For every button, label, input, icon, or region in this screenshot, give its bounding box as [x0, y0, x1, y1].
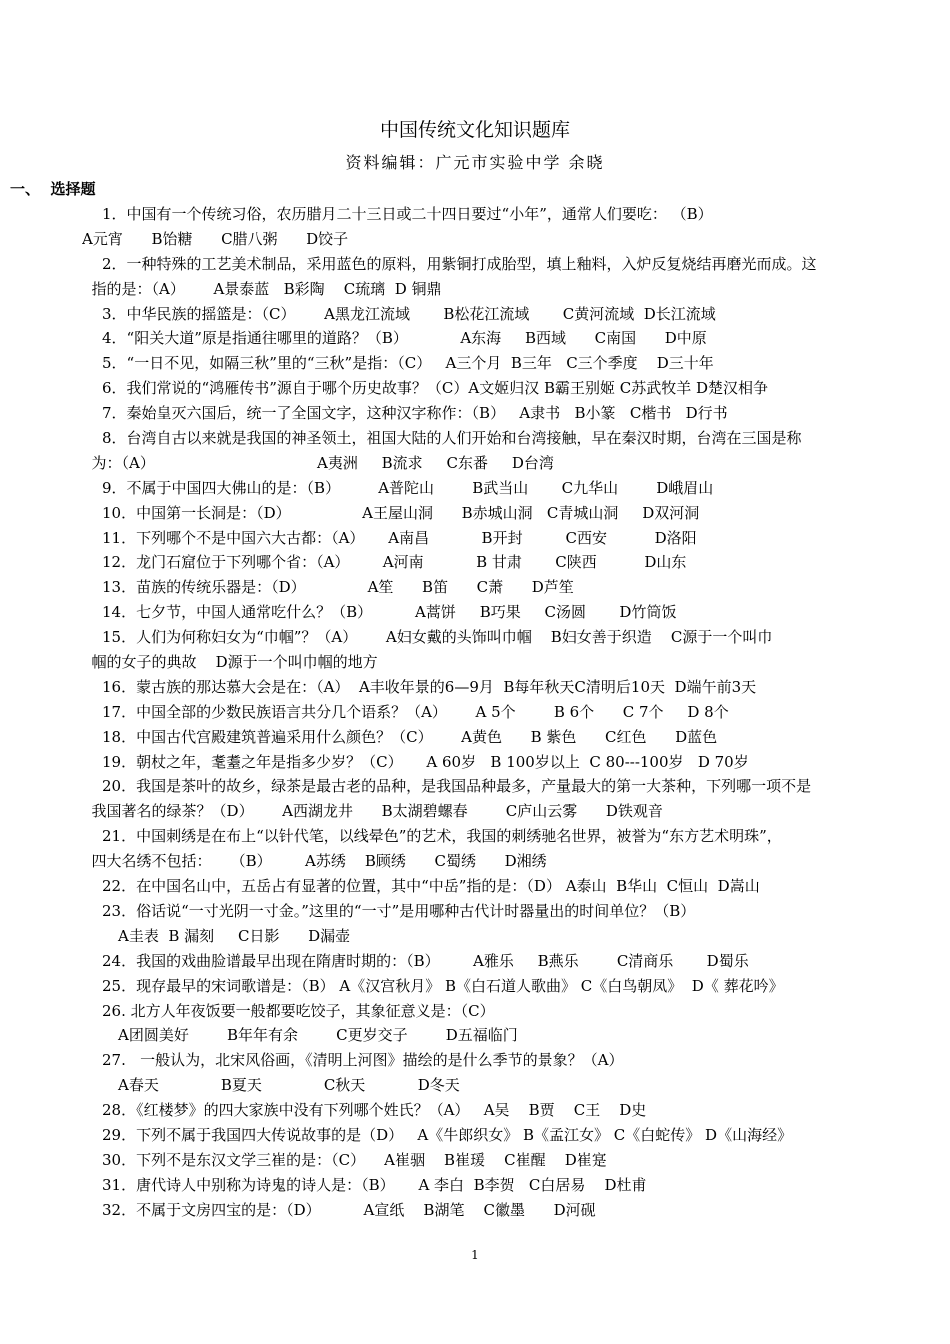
question-line: 为：（A） A夷洲 B流求 C东番 D台湾	[82, 453, 554, 472]
question-line: 32．不属于文房四宝的是：（D） A宣纸 B湖笔 C徽墨 D河砚	[102, 1200, 596, 1219]
question-line: 5．“一日不见，如隔三秋”里的“三秋”是指：（C） A三个月 B三年 C三个季度 D三十年	[102, 354, 714, 373]
question-line: 2．一种特殊的工艺美术制品，采用蓝色的原料，用紫铜打成胎型，填上釉料，入炉反复烧结再磨光而成。这	[102, 254, 817, 273]
question-line: 我国著名的绿茶？（D） A西湖龙井 B太湖碧螺春 C庐山云雾 D铁观音	[82, 802, 663, 821]
question-line: 9．不属于中国四大佛山的是：（B） A普陀山 B武当山 C九华山 D峨眉山	[102, 478, 714, 497]
question-line: 帼的女子的典故 D源于一个叫巾帼的地方	[82, 653, 378, 672]
question-line: 17．中国全部的少数民族语言共分几个语系？（A） A 5个 B 6个 C 7个 D 8个	[102, 702, 729, 721]
question-line: 26. 北方人年夜饭要一般都要吃饺子，其象征意义是：（C）	[102, 1001, 495, 1020]
question-line: 27. 一般认为，北宋风俗画，《清明上河图》描绘的是什么季节的景象？（A）	[102, 1051, 624, 1070]
question-line: 6．我们常说的“鸿雁传书”源自于哪个历史故事？（C）A文姬归汉 B霸王别姬 C苏武牧羊 D楚汉相争	[102, 379, 769, 398]
question-list	[82, 202, 872, 1223]
question-line: 25．现存最早的宋词歌谱是：（B） A《汉宫秋月》 B《白石道人歌曲》 C《白鸟朝凤》 D《 葬花吟》	[102, 976, 784, 995]
question-line: 7．秦始皇灭六国后，统一了全国文字，这种汉字称作：（B） A隶书 B小篆 C楷书 D行书	[102, 404, 728, 423]
question-line: 18．中国古代宫殿建筑普遍采用什么颜色？（C） A黄色 B 紫色 C红色 D蓝色	[102, 727, 718, 746]
question-line: 10．中国第一长洞是：（D） A王屋山洞 B赤城山洞 C青城山洞 D双河洞	[102, 503, 700, 522]
question-line: 4．“阳关大道”原是指通往哪里的道路？（B） A东海 B西域 C南国 D中原	[102, 329, 707, 348]
question-line: 3．中华民族的摇篮是：（C） A黑龙江流域 B松花江流域 C黄河流域 D长江流域	[102, 304, 716, 323]
question-line: A元宵 B饴糖 C腊八粥 D饺子	[82, 229, 349, 248]
page-number: 1	[471, 1248, 479, 1262]
question-line: A团圆美好 B年年有余 C更岁交子 D五福临门	[118, 1026, 518, 1045]
question-line: A圭表 B 漏刻 C日影 D漏壶	[118, 926, 351, 945]
question-line: 21．中国刺绣是在布上“以针代笔，以线晕色”的艺术，我国的刺绣驰名世界，被誉为“东方艺术明珠”，	[102, 827, 782, 846]
question-line: 11．下列哪个不是中国六大古都：（A） A南昌 B开封 C西安 D洛阳	[102, 528, 697, 547]
question-line: 31．唐代诗人中别称为诗鬼的诗人是：（B） A 李白 B李贺 C白居易 D杜甫	[102, 1175, 647, 1194]
question-line: 13．苗族的传统乐器是：（D） A笙 B笛 C萧 D芦笙	[102, 578, 574, 597]
question-line: 19．朝杖之年，耄耋之年是指多少岁？（C） A 60岁 B 100岁以上 C 80---100岁 D 70岁	[102, 752, 749, 771]
question-line: 29．下列不属于我国四大传说故事的是（D） A《牛郎织女》 B《孟江女》 C《白蛇传》 D《山海经》	[102, 1125, 793, 1144]
question-line: 14．七夕节，中国人通常吃什么？（B） A蒿饼 B巧果 C汤圆 D竹筒饭	[102, 603, 677, 622]
page-subtitle: 资料编辑：广元市实验中学 余晓	[345, 153, 605, 172]
question-line: 四大名绣不包括： （B） A苏绣 B顾绣 C蜀绣 D湘绣	[82, 852, 547, 871]
question-line: 20．我国是茶叶的故乡，绿茶是最古老的品种，是我国品种最多，产量最大的第一大茶种，下列哪一项不是	[102, 777, 812, 796]
question-line: 1．中国有一个传统习俗，农历腊月二十三日或二十四日要过“小年”，通常人们要吃： （B）	[102, 205, 713, 223]
question-line: 8．台湾自古以来就是我国的神圣领土，祖国大陆的人们开始和台湾接触，早在秦汉时期，台湾在三国是称	[102, 429, 802, 448]
question-line: 28．《红楼梦》的四大家族中没有下列哪个姓氏？（A） A吴 B贾 C王 D史	[102, 1101, 647, 1120]
question-line: 16．蒙古族的那达慕大会是在：（A） A丰收年景的6—9月 B每年秋天C清明后10天 D端午前3天	[102, 677, 757, 696]
question-line: 指的是：（A） A景泰蓝 B彩陶 C琉璃 D 铜鼎	[82, 279, 442, 298]
section-heading: 一、 选择题	[10, 180, 96, 198]
question-line: 24．我国的戏曲脸谱最早出现在隋唐时期的：（B） A雅乐 B燕乐 C清商乐 D蜀乐	[102, 951, 749, 970]
question-line: 30．下列不是东汉文学三崔的是：（C） A崔骃 B崔瑗 C崔醒 D崔寔	[102, 1150, 607, 1169]
question-line: A春天 B夏天 C秋天 D冬天	[118, 1076, 460, 1095]
page-title: 中国传统文化知识题库	[379, 119, 570, 141]
question-line: 12．龙门石窟位于下列哪个省：（A） A河南 B 甘肃 C陕西 D山东	[102, 553, 687, 572]
question-line: 22．在中国名山中，五岳占有显著的位置，其中“中岳”指的是：（D） A泰山 B华山 C恒山 D嵩山	[102, 877, 760, 896]
question-line: 23．俗话说“一寸光阴一寸金。”这里的“一寸”是用哪种古代计时器量出的时间单位？（B）	[102, 901, 696, 920]
question-line: 15．人们为何称妇女为“巾帼”？（A） A妇女戴的头饰叫巾帼 B妇女善于织造 C源于一个叫巾	[102, 628, 773, 647]
